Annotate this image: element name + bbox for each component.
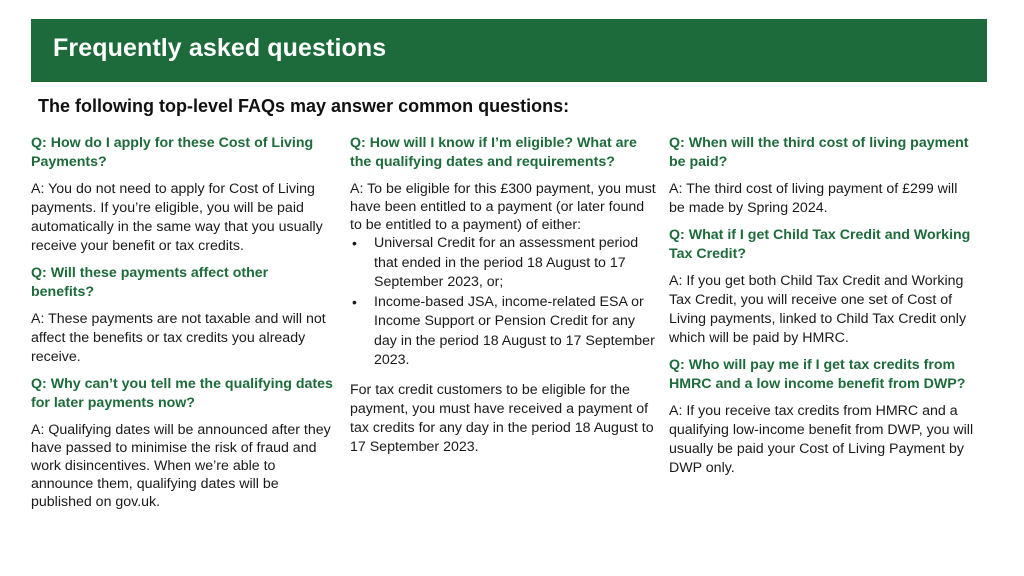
header-banner (31, 19, 987, 82)
faq-answer: A: If you get both Child Tax Credit and Working Tax Credit, you will receive one set of Cost of Living payments, linked to Child Tax Credit only which will be paid by HMRC. (669, 273, 967, 346)
intro-text: The following top-level FAQs may answer common questions: (38, 96, 570, 116)
faq-answer: A: Qualifying dates will be announced after they have passed to minimise the risk of fraud and work disincentives. When we’re able to announce them, qualifying dates will be published on gov.uk. (31, 422, 331, 510)
faq-answer: For tax credit customers to be eligible for the payment, you must have received a payment of tax credits for any day in the period 18 August to 17 September 2023. (350, 381, 654, 455)
faq-question: Q: How do I apply for these Cost of Living Payments? (31, 135, 314, 170)
page-title: Frequently asked questions (53, 34, 387, 62)
faq-column-1 (31, 134, 333, 519)
faq-answer: A: These payments are not taxable and will not affect the benefits or tax credits you already receive. (31, 311, 326, 365)
faq-answer: A: If you receive tax credits from HMRC and a qualifying low-income benefit from DWP, you will usually be paid your Cost of Living Payment by DWP only. (669, 403, 974, 476)
bullet-mark: • (352, 293, 357, 310)
list-item (350, 293, 658, 371)
list-item-text: Income-based JSA, income-related ESA or Income Support or Pension Credit for any day in the period 18 August to 17 September 2023. (374, 293, 655, 368)
faq-question: Q: Will these payments affect other benefits? (31, 265, 269, 300)
faq-question: Q: Who will pay me if I get tax credits from HMRC and a low income benefit from DWP? (669, 357, 966, 392)
faq-answer: A: The third cost of living payment of £299 will be made by Spring 2024. (669, 181, 958, 216)
faq-question: Q: What if I get Child Tax Credit and Working Tax Credit? (669, 227, 971, 262)
eligibility-list (350, 234, 658, 371)
faq-question: Q: Why can’t you tell me the qualifying dates for later payments now? (31, 376, 333, 411)
bullet-mark: • (352, 235, 357, 251)
faq-column-2 (350, 134, 658, 465)
faq-answer: A: You do not need to apply for Cost of Living payments. If you’re eligible, you will be paid automatically in the same way that you usually receive your benefit or tax credits. (31, 181, 323, 254)
faq-question: Q: When will the third cost of living payment be paid? (669, 135, 969, 170)
faq-column-3 (669, 134, 975, 486)
faq-question: Q: How will I know if I’m eligible? What are the qualifying dates and requirements? (350, 135, 637, 170)
faq-answer: A: To be eligible for this £300 payment, you must have been entitled to a payment (or later found to be entitled to a payment) of either: (350, 181, 656, 233)
list-item-text: Universal Credit for an assessment period that ended in the period 18 August to 17 September 2023, or; (374, 235, 639, 290)
list-item (350, 234, 658, 293)
